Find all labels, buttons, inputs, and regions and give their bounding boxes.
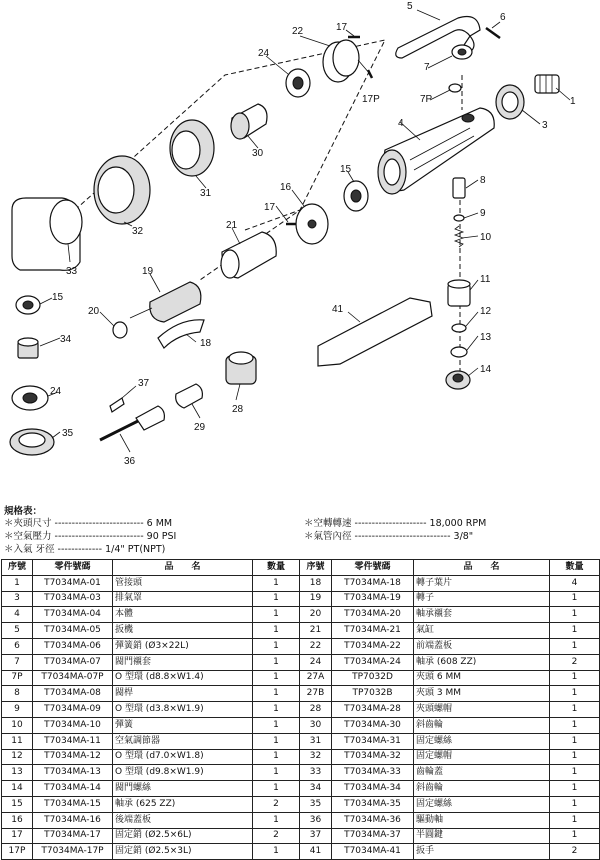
cell-qty-right: 1 <box>550 702 600 718</box>
cell-name-right: 半圓鍵 <box>414 828 550 844</box>
cell-part-no: T7034MA-15 <box>33 796 113 812</box>
o-ring-9-part <box>454 215 464 221</box>
bearing-15-left-part <box>16 296 40 314</box>
header-part-no: 零件號碼 <box>33 560 113 576</box>
cell-part-no-right: T7034MA-33 <box>332 765 414 781</box>
rear-end-plate-part <box>296 204 328 244</box>
fixing-screw-31-part <box>170 120 214 176</box>
cell-qty: 1 <box>253 575 300 591</box>
spring-pin-part <box>486 28 500 38</box>
cell-part-no-right: T7034MA-31 <box>332 733 414 749</box>
cell-part-no: T7034MA-13 <box>33 765 113 781</box>
cell-name-right: 前端蓋板 <box>414 638 550 654</box>
cell-part-no-right: T7034MA-30 <box>332 717 414 733</box>
bevel-gear-34-part <box>18 338 38 358</box>
callout-30: 30 <box>252 148 264 159</box>
callout-13: 13 <box>480 332 492 343</box>
callout-3: 3 <box>542 120 548 131</box>
cell-part-no: T7034MA-06 <box>33 638 113 654</box>
cell-qty-right: 1 <box>550 591 600 607</box>
cell-name-right: 驅動軸 <box>414 812 550 828</box>
callout-22: 22 <box>292 26 304 37</box>
cell-seq-right: 19 <box>300 591 332 607</box>
cell-seq: 10 <box>2 717 33 733</box>
cell-part-no: T7034MA-09 <box>33 702 113 718</box>
callout-15: 15 <box>340 164 352 175</box>
cell-seq-right: 24 <box>300 654 332 670</box>
callout-12: 12 <box>480 306 492 317</box>
cell-qty: 1 <box>253 781 300 797</box>
cell-name: 固定銷 (Ø2.5×3L) <box>113 844 253 860</box>
cell-qty-right: 1 <box>550 686 600 702</box>
cell-name-right: 斜齒輪 <box>414 781 550 797</box>
cell-name-right: 軸承襯套 <box>414 607 550 623</box>
cell-seq: 4 <box>2 607 33 623</box>
callout-19: 19 <box>142 266 154 277</box>
cell-seq-right: 20 <box>300 607 332 623</box>
cell-seq-right: 35 <box>300 796 332 812</box>
callout-14: 14 <box>480 364 492 375</box>
cell-part-no-right: T7034MA-41 <box>332 844 414 860</box>
cell-seq-right: 31 <box>300 733 332 749</box>
cell-name: 閥門襯套 <box>113 654 253 670</box>
specifications <box>4 503 596 557</box>
cell-seq: 17P <box>2 844 33 860</box>
cell-seq-right: 21 <box>300 623 332 639</box>
rotor-19-part <box>130 282 201 322</box>
cell-name-right: 氣缸 <box>414 623 550 639</box>
cell-part-no-right: T7034MA-35 <box>332 796 414 812</box>
callout-17: 17 <box>264 202 276 213</box>
table-row <box>2 638 600 654</box>
cell-seq: 5 <box>2 623 33 639</box>
spec-air-inlet: ＊入氣 牙徑 ------------- 1/4" PT(NPT) <box>4 544 166 555</box>
exhaust-cover-part <box>496 85 524 119</box>
valve-bushing-part <box>452 45 472 59</box>
callout-17P: 17P <box>362 94 380 105</box>
cell-seq: 9 <box>2 702 33 718</box>
cell-qty: 1 <box>253 733 300 749</box>
cell-name-right: 固定螺帽 <box>414 749 550 765</box>
callout-36: 36 <box>124 456 136 467</box>
cell-seq: 12 <box>2 749 33 765</box>
table-row <box>2 591 600 607</box>
cell-name: 空氣調節器 <box>113 733 253 749</box>
hose-connector-part <box>535 75 559 93</box>
cell-name-right: 固定螺絲 <box>414 796 550 812</box>
cell-qty: 1 <box>253 702 300 718</box>
cell-qty-right: 2 <box>550 844 600 860</box>
cell-seq: 13 <box>2 765 33 781</box>
o-ring-12-part <box>452 324 466 332</box>
callout-24: 24 <box>50 386 62 397</box>
cell-name: 固定銷 (Ø2.5×6L) <box>113 828 253 844</box>
valve-screw-part <box>446 371 470 389</box>
spec-hose-diameter: ＊氣管內徑 ---------------------------- 3/8" <box>304 531 474 542</box>
cell-seq: 11 <box>2 733 33 749</box>
table-row <box>2 796 600 812</box>
cell-seq: 8 <box>2 686 33 702</box>
cell-qty-right: 4 <box>550 575 600 591</box>
gear-cover-33-part <box>12 198 82 270</box>
cell-seq: 16 <box>2 812 33 828</box>
cell-name: 管接頭 <box>113 575 253 591</box>
table-row <box>2 749 600 765</box>
parts-table-body <box>2 575 600 859</box>
cell-name-right: 軸承 (608 ZZ) <box>414 654 550 670</box>
cell-part-no-right: T7034MA-34 <box>332 781 414 797</box>
cell-name: O 型環 (d7.0×W1.8) <box>113 749 253 765</box>
cell-part-no-right: T7034MA-18 <box>332 575 414 591</box>
cell-part-no-right: TP7032D <box>332 670 414 686</box>
cylinder-21-part <box>221 232 276 278</box>
cell-seq-right: 37 <box>300 828 332 844</box>
fixing-nut-32-part <box>94 156 150 224</box>
cell-qty: 1 <box>253 591 300 607</box>
cell-seq: 14 <box>2 781 33 797</box>
cell-seq: 17 <box>2 828 33 844</box>
spec-air-pressure: ＊空氣壓力 -------------------------- 90 PSI <box>4 531 177 542</box>
cell-qty-right: 1 <box>550 607 600 623</box>
header-name: 品 名 <box>113 560 253 576</box>
table-row <box>2 812 600 828</box>
cell-part-no: T7034MA-12 <box>33 749 113 765</box>
front-end-plate-part <box>323 40 359 82</box>
table-row <box>2 654 600 670</box>
cell-name-right: 扳手 <box>414 844 550 860</box>
table-row <box>2 623 600 639</box>
cell-name-right: 斜齒輪 <box>414 717 550 733</box>
cell-qty-right: 1 <box>550 749 600 765</box>
cell-name-right: 夾頭螺帽 <box>414 702 550 718</box>
callout-5: 5 <box>407 1 413 12</box>
cell-seq: 3 <box>2 591 33 607</box>
cell-part-no: T7034MA-07P <box>33 670 113 686</box>
callout-33: 33 <box>66 266 78 277</box>
cell-name: O 型環 (d9.8×W1.9) <box>113 765 253 781</box>
cell-qty: 1 <box>253 654 300 670</box>
callout-31: 31 <box>200 188 212 199</box>
cell-part-no-right: T7034MA-19 <box>332 591 414 607</box>
header-seq-right: 序號 <box>300 560 332 576</box>
cell-qty: 1 <box>253 623 300 639</box>
drive-shaft-36-part <box>100 406 164 440</box>
cell-seq-right: 33 <box>300 765 332 781</box>
cell-name: O 型環 (d8.8×W1.4) <box>113 670 253 686</box>
cell-name-right: 夾頭 3 MM <box>414 686 550 702</box>
cell-qty-right: 1 <box>550 812 600 828</box>
cell-qty: 1 <box>253 638 300 654</box>
cell-qty: 1 <box>253 844 300 860</box>
table-header-row <box>2 560 600 576</box>
header-seq: 序號 <box>2 560 33 576</box>
cell-qty: 2 <box>253 796 300 812</box>
callout-24: 24 <box>258 48 270 59</box>
cell-name: 後端蓋板 <box>113 812 253 828</box>
table-row <box>2 733 600 749</box>
cell-part-no-right: T7034MA-21 <box>332 623 414 639</box>
cell-part-no: T7034MA-08 <box>33 686 113 702</box>
spring-part <box>455 226 463 247</box>
callout-37: 37 <box>138 378 150 389</box>
callout-35: 35 <box>62 428 74 439</box>
cell-qty-right: 2 <box>550 654 600 670</box>
bearing-24-left-part <box>12 386 48 410</box>
cell-part-no: T7034MA-11 <box>33 733 113 749</box>
table-row <box>2 781 600 797</box>
cell-seq-right: 34 <box>300 781 332 797</box>
cell-part-no: T7034MA-17P <box>33 844 113 860</box>
callout-10: 10 <box>480 232 492 243</box>
valve-stem-part <box>453 178 465 198</box>
spec-free-speed: ＊空轉轉速 --------------------- 18,000 RPM <box>304 518 487 529</box>
parts-table <box>1 559 600 860</box>
cell-part-no: T7034MA-17 <box>33 828 113 844</box>
header-qty: 數量 <box>253 560 300 576</box>
bearing-bushing-20-part <box>113 322 127 338</box>
cell-name-right: 齒輪蓋 <box>414 765 550 781</box>
table-row <box>2 717 600 733</box>
cell-qty: 1 <box>253 670 300 686</box>
cell-part-no: T7034MA-04 <box>33 607 113 623</box>
cell-qty: 1 <box>253 607 300 623</box>
callout-18: 18 <box>200 338 212 349</box>
cell-qty-right: 1 <box>550 781 600 797</box>
header-qty-right: 數量 <box>550 560 600 576</box>
cell-part-no: T7034MA-14 <box>33 781 113 797</box>
callout-20: 20 <box>88 306 100 317</box>
cell-qty-right: 1 <box>550 623 600 639</box>
cell-name-right: 夾頭 6 MM <box>414 670 550 686</box>
table-row <box>2 686 600 702</box>
cell-seq: 7 <box>2 654 33 670</box>
cell-seq-right: 41 <box>300 844 332 860</box>
cell-name-right: 轉子 <box>414 591 550 607</box>
callout-41: 41 <box>332 304 344 315</box>
callout-17: 17 <box>336 22 348 33</box>
callout-21: 21 <box>226 220 238 231</box>
cell-name: 彈簧銷 (Ø3×22L) <box>113 638 253 654</box>
cell-seq-right: 18 <box>300 575 332 591</box>
header-name-right: 品 名 <box>414 560 550 576</box>
table-row <box>2 670 600 686</box>
cell-qty-right: 1 <box>550 796 600 812</box>
cell-part-no: T7034MA-16 <box>33 812 113 828</box>
specs-title: 規格表： <box>4 506 43 517</box>
cell-seq-right: 27A <box>300 670 332 686</box>
cell-part-no: T7034MA-07 <box>33 654 113 670</box>
cell-name: 排氣罩 <box>113 591 253 607</box>
half-round-key-37-part <box>110 398 124 412</box>
cell-seq-right: 36 <box>300 812 332 828</box>
cell-name: O 型環 (d3.8×W1.9) <box>113 702 253 718</box>
cell-qty: 1 <box>253 812 300 828</box>
callout-16: 16 <box>280 182 292 193</box>
table-row <box>2 765 600 781</box>
cell-qty: 1 <box>253 749 300 765</box>
cell-part-no-right: T7034MA-22 <box>332 638 414 654</box>
fixing-screw-35-part <box>10 429 54 455</box>
callout-6: 6 <box>500 12 506 23</box>
callout-4: 4 <box>398 118 404 129</box>
callout-11: 11 <box>480 274 491 285</box>
cell-part-no-right: T7034MA-24 <box>332 654 414 670</box>
o-ring-13-part <box>451 347 467 357</box>
cell-part-no: T7034MA-03 <box>33 591 113 607</box>
header-part-no-right: 零件號碼 <box>332 560 414 576</box>
cell-qty-right: 1 <box>550 638 600 654</box>
callout-28: 28 <box>232 404 244 415</box>
cell-qty-right: 1 <box>550 765 600 781</box>
bevel-gear-30-part <box>231 104 267 139</box>
table-row <box>2 607 600 623</box>
callout-34: 34 <box>60 334 72 345</box>
table-row <box>2 575 600 591</box>
cell-seq-right: 32 <box>300 749 332 765</box>
cell-part-no: T7034MA-10 <box>33 717 113 733</box>
cell-part-no-right: T7034MA-37 <box>332 828 414 844</box>
table-row <box>2 702 600 718</box>
cell-seq-right: 28 <box>300 702 332 718</box>
cell-part-no: T7034MA-01 <box>33 575 113 591</box>
callout-9: 9 <box>480 208 486 219</box>
callout-7: 7 <box>424 62 430 73</box>
cell-name-right: 轉子葉片 <box>414 575 550 591</box>
table-row <box>2 828 600 844</box>
rotor-blade-18-part <box>158 320 204 348</box>
cell-part-no-right: TP7032B <box>332 686 414 702</box>
bearing-24-upper-part <box>286 69 310 97</box>
callout-1: 1 <box>570 96 576 107</box>
cell-qty-right: 1 <box>550 828 600 844</box>
callout-32: 32 <box>132 226 144 237</box>
cell-name: 閥桿 <box>113 686 253 702</box>
cell-qty: 2 <box>253 828 300 844</box>
cell-qty-right: 1 <box>550 670 600 686</box>
table-row <box>2 844 600 860</box>
cell-name-right: 固定螺絲 <box>414 733 550 749</box>
cell-seq-right: 27B <box>300 686 332 702</box>
bearing-15-right-part <box>344 181 368 211</box>
cell-seq: 6 <box>2 638 33 654</box>
cell-part-no-right: T7034MA-32 <box>332 749 414 765</box>
cell-name: 軸承 (625 ZZ) <box>113 796 253 812</box>
cell-part-no-right: T7034MA-28 <box>332 702 414 718</box>
callout-8: 8 <box>480 175 486 186</box>
collet-29-part <box>176 384 203 408</box>
spec-chuck-size: ＊夾頭尺寸 -------------------------- 6 MM <box>4 518 173 529</box>
air-regulator-part <box>448 280 470 306</box>
cell-part-no: T7034MA-05 <box>33 623 113 639</box>
cell-name: 閥門螺絲 <box>113 781 253 797</box>
cell-part-no-right: T7034MA-36 <box>332 812 414 828</box>
cell-name: 扳機 <box>113 623 253 639</box>
cell-name: 本體 <box>113 607 253 623</box>
callout-15: 15 <box>52 292 64 303</box>
cell-qty: 1 <box>253 717 300 733</box>
cell-seq: 7P <box>2 670 33 686</box>
callout-29: 29 <box>194 422 206 433</box>
cell-seq-right: 30 <box>300 717 332 733</box>
cell-qty: 1 <box>253 765 300 781</box>
collet-nut-28-part <box>226 352 256 384</box>
cell-qty-right: 1 <box>550 717 600 733</box>
callout-7P: 7P <box>420 94 433 105</box>
cell-seq: 15 <box>2 796 33 812</box>
cell-part-no-right: T7034MA-20 <box>332 607 414 623</box>
cell-qty-right: 1 <box>550 733 600 749</box>
cell-seq: 1 <box>2 575 33 591</box>
cell-name: 彈簧 <box>113 717 253 733</box>
cell-qty: 1 <box>253 686 300 702</box>
o-ring-7p-part <box>449 84 461 92</box>
cell-seq-right: 22 <box>300 638 332 654</box>
